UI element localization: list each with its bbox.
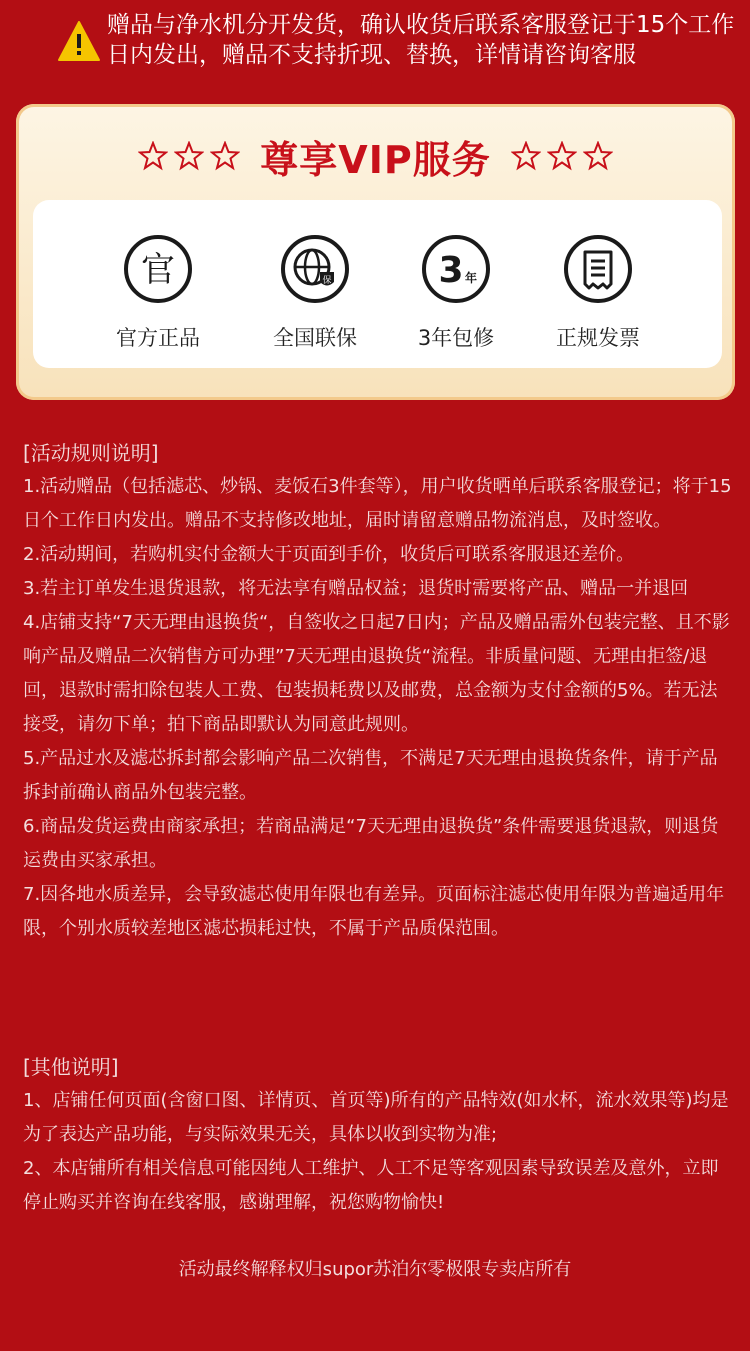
rule-item: 3.若主订单发生退货退款，将无法享有赠品权益；退货时需要将产品、赠品一并退回 (23, 578, 689, 599)
rule-item: 4.店铺支持“7天无理由退换货“，自签收之日起7日内；产品及赠品需外包装完整、且不影响产品及赠品二次销售方可办理”7天无理由退换货“流程。非质量问题、无理由拒签/退回，退款时需扣除包装人工费、包装损耗费以及邮费，总金额为支付金额的5%。若无法接受，请勿下单；拍下商品即默认为同意此规则。 (23, 612, 730, 735)
right-stars (511, 141, 613, 171)
svg-text:年: 年 (464, 271, 478, 285)
feature-label: 官方正品 (116, 326, 200, 350)
feature-label: 正规发票 (556, 326, 640, 350)
feature-label: 3年包修 (417, 326, 495, 350)
vip-title-row (16, 130, 735, 182)
globe-warranty-icon (280, 234, 350, 304)
feature-official (88, 234, 228, 354)
rule-item: 7.因各地水质差异，会导致滤芯使用年限也有差异。页面标注滤芯使用年限为普遍适用年限，个别水质较差地区滤芯损耗过快，不属于产品质保范围。 (23, 884, 725, 939)
three-glyph: 3 (438, 250, 464, 291)
other-item: 1、店铺任何页面(含窗口图、详情页、首页等)所有的产品特效(如水杯，流水效果等)均是为了表达产品功能，与实际效果无关，具体以收到实物为准; (23, 1090, 729, 1145)
rule-item: 6.商品发货运费由商家承担；若商品满足“7天无理由退换货”条件需要退货退款，则退货运费由买家承担。 (23, 816, 719, 871)
left-stars (138, 141, 240, 171)
feature-label: 全国联保 (273, 326, 357, 350)
other-notes (23, 1050, 733, 1220)
star-icon (210, 141, 240, 171)
notice-text: 赠品与净水机分开发货，确认收货后联系客服登记于15个工作日内发出，赠品不支持折现、替换，详情请咨询客服 (107, 12, 735, 68)
feature-warranty (245, 234, 385, 354)
other-title: [其他说明] (23, 1055, 119, 1079)
shipping-notice (0, 0, 750, 80)
three-year-icon (421, 234, 491, 304)
star-icon (547, 141, 577, 171)
star-icon (583, 141, 613, 171)
guan-glyph: 官 (141, 250, 175, 290)
feature-invoice (528, 234, 668, 354)
activity-rules (23, 436, 733, 946)
rules-title: [活动规则说明] (23, 441, 159, 465)
rule-item: 2.活动期间，若购机实付金额大于页面到手价，收货后可联系客服退还差价。 (23, 544, 635, 565)
star-icon (138, 141, 168, 171)
guan-icon (123, 234, 193, 304)
vip-features-panel (33, 200, 722, 368)
star-icon (174, 141, 204, 171)
invoice-icon (563, 234, 633, 304)
warning-icon (57, 20, 101, 62)
other-item: 2、本店铺所有相关信息可能因纯人工维护、人工不足等客观因素导致误差及意外，立即停止购买并咨询在线客服，感谢理解，祝您购物愉快! (23, 1158, 719, 1213)
feature-repair (386, 234, 526, 354)
vip-title: 尊享VIP服务 (260, 137, 491, 182)
vip-service-card (16, 104, 735, 400)
footer-note: 活动最终解释权归supor苏泊尔零极限专卖店所有 (178, 1259, 572, 1280)
rule-item: 1.活动赠品（包括滤芯、炒锅、麦饭石3件套等），用户收货晒单后联系客服登记；将于15日个工作日内发出。赠品不支持修改地址，届时请留意赠品物流消息，及时签收。 (23, 476, 732, 531)
star-icon (511, 141, 541, 171)
bao-glyph: 保 (322, 276, 332, 286)
rule-item: 5.产品过水及滤芯拆封都会影响产品二次销售，不满足7天无理由退换货条件，请于产品拆封前确认商品外包装完整。 (23, 748, 718, 803)
